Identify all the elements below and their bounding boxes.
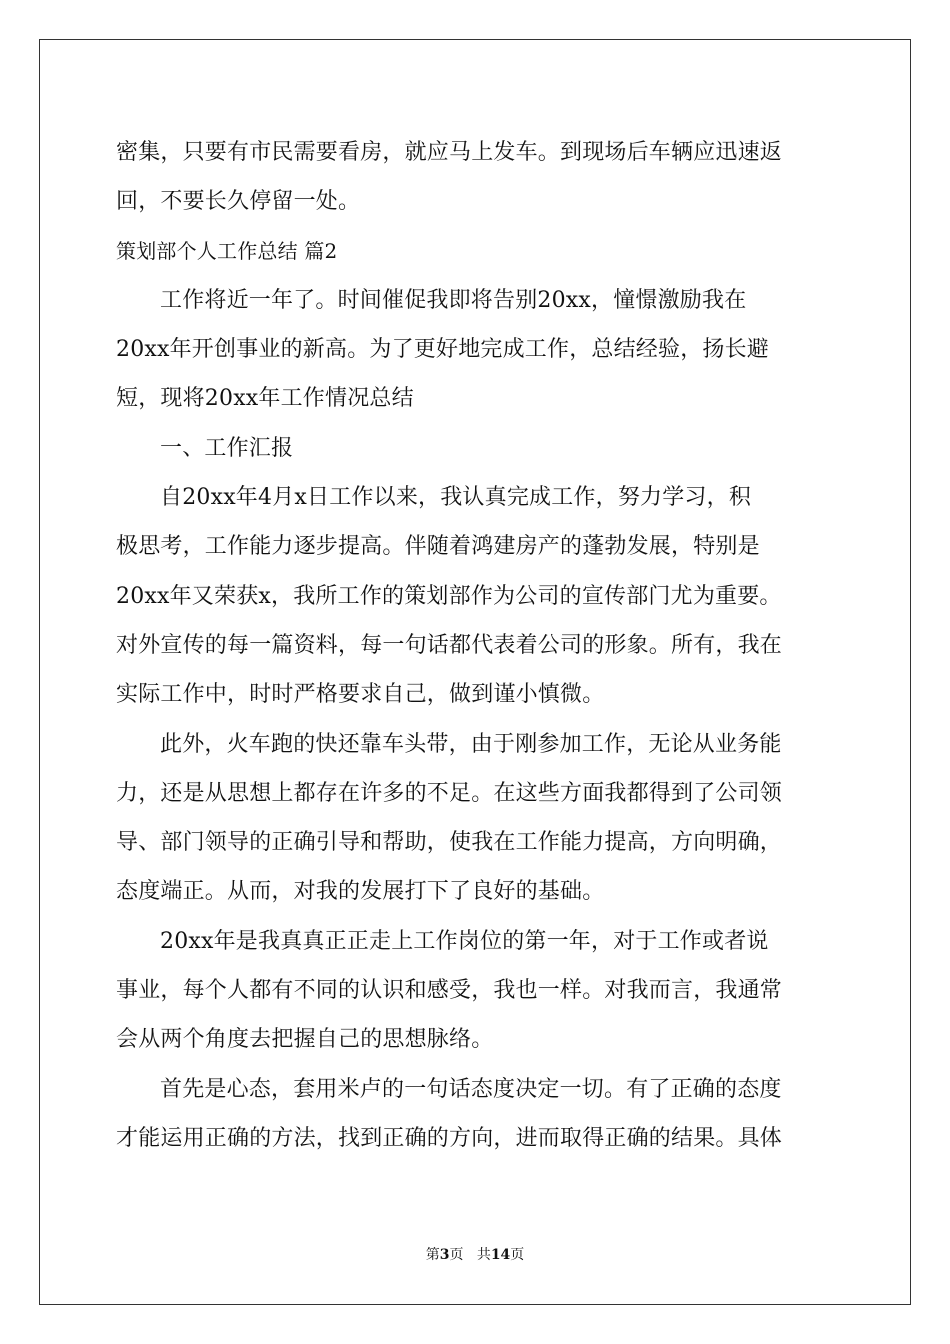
document-body [116,128,838,1163]
text-line: 20xx年是我真真正正走上工作岗位的第一年，对于工作或者说 [160,928,769,954]
footer-page-number: 3 [439,1247,450,1263]
text-line: 事业，每个人都有不同的认识和感受，我也一样。对我而言，我通常 [116,978,783,1004]
text-line: 20xx年开创事业的新高。为了更好地完成工作，总结经验，扬长避 [116,337,770,363]
section-title: 策划部个人工作总结 篇2 [116,238,338,263]
text-line: 一、工作汇报 [160,435,294,461]
text-line: 20xx年又荣获x，我所工作的策划部作为公司的宣传部门尤为重要。 [116,583,782,609]
text-line: 首先是心态，套用米卢的一句话态度决定一切。有了正确的态度 [160,1076,782,1102]
text-line: 自20xx年4月x日工作以来，我认真完成工作，努力学习，积 [160,485,752,511]
text-line: 回，不要长久停留一处。 [116,189,361,215]
text-line: 会从两个角度去把握自己的思想脉络。 [116,1027,494,1053]
text-line: 导、部门领导的正确引导和帮助，使我在工作能力提高，方向明确， [116,830,783,856]
text-line: 工作将近一年了。时间催促我即将告别20xx，憧憬激励我在 [160,287,747,313]
footer-total-suffix: 页 [510,1247,525,1263]
text-line: 对外宣传的每一篇资料，每一句话都代表着公司的形象。所有，我在 [116,632,783,658]
footer-page-suffix: 页 [449,1247,464,1263]
text-line: 密集，只要有市民需要看房，就应马上发车。到现场后车辆应迅速返 [116,140,783,165]
page-footer [0,1244,950,1264]
footer-total-prefix: 共 [476,1247,491,1263]
text-line: 极思考，工作能力逐步提高。伴随着鸿建房产的蓬勃发展，特别是 [116,534,760,560]
text-line: 实际工作中，时时严格要求自己，做到谨小慎微。 [116,682,605,708]
text-line: 力，还是从思想上都存在许多的不足。在这些方面我都得到了公司领 [116,780,783,806]
footer-prefix: 第 [425,1247,440,1263]
text-line: 此外，火车跑的快还靠车头带，由于刚参加工作，无论从业务能 [160,731,782,757]
footer-total-pages: 14 [490,1247,511,1263]
text-line: 才能运用正确的方法，找到正确的方向，进而取得正确的结果。具体 [116,1125,783,1151]
text-line: 态度端正。从而，对我的发展打下了良好的基础。 [116,879,605,905]
text-line: 短，现将20xx年工作情况总结 [116,386,414,412]
